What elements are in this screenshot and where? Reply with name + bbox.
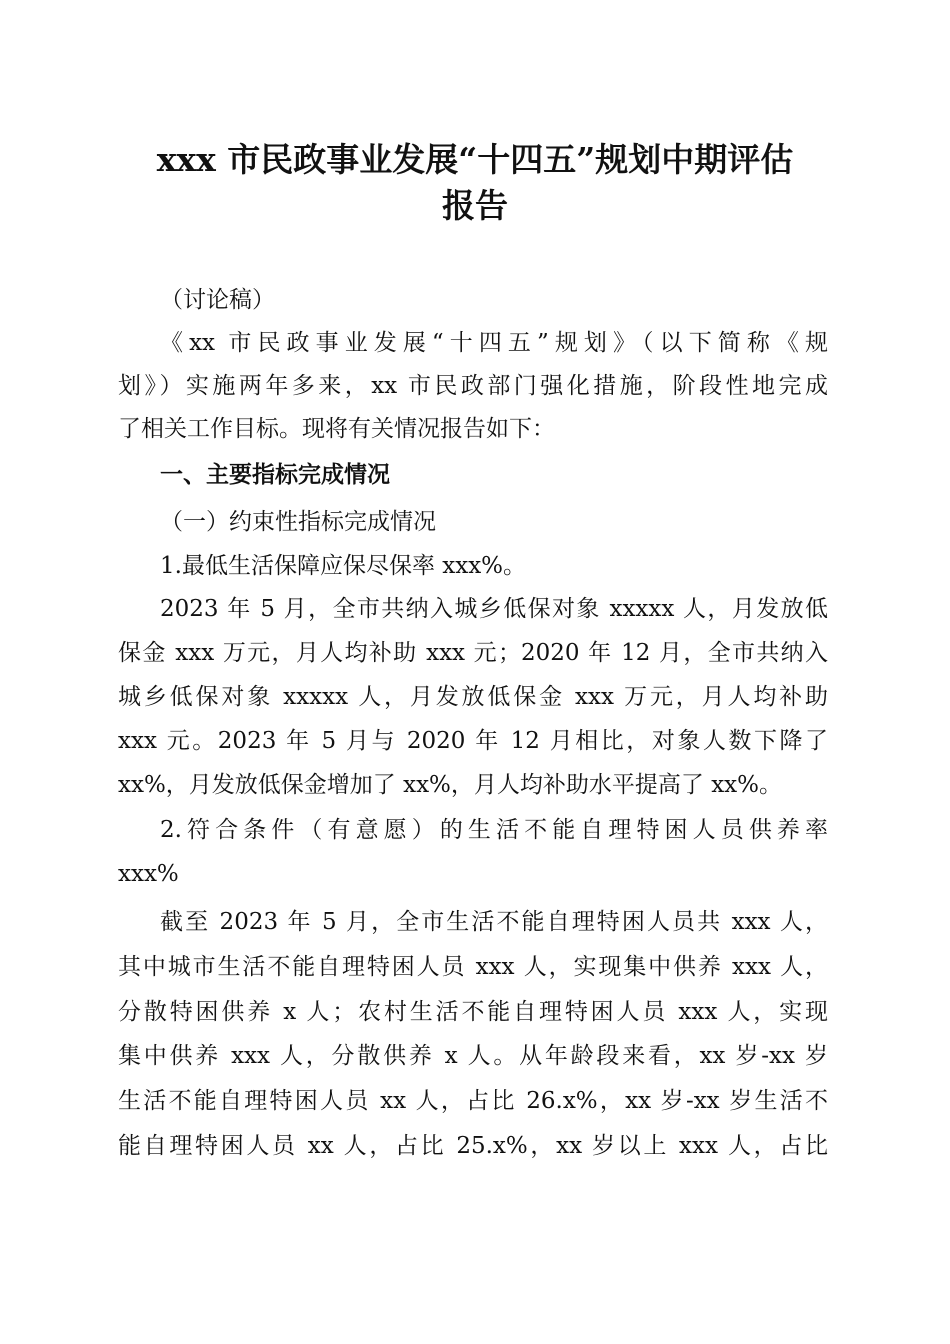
item-2-body-line-2: 其中城市生活不能自理特困人员 xxx 人，实现集中供养 xxx 人，	[118, 954, 828, 980]
section-1-heading: 一、主要指标完成情况	[160, 462, 390, 488]
intro-line-2: 划》）实施两年多来，xx 市民政部门强化措施，阶段性地完成	[118, 373, 828, 399]
item-2-body-line-1: 截至 2023 年 5 月，全市生活不能自理特困人员共 xxx 人，	[160, 909, 828, 935]
item-2-body-line-4: 集中供养 xxx 人，分散供养 x 人。从年龄段来看，xx 岁-xx 岁	[118, 1043, 828, 1069]
item-1-body-line-3: 城乡低保对象 xxxxx 人，月发放低保金 xxx 万元，月人均补助	[118, 684, 828, 710]
item-2-heading-line-2: xxx%	[118, 861, 179, 887]
document-title-line-2: 报告	[442, 186, 508, 225]
draft-note: （讨论稿）	[160, 287, 275, 313]
item-2-body-line-3: 分散特困供养 x 人；农村生活不能自理特困人员 xxx 人，实现	[118, 999, 828, 1025]
intro-line-1: 《xx 市民政事业发展“十四五”规划》（以下简称《规	[160, 330, 828, 356]
item-1-heading: 1.最低生活保障应保尽保率 xxx%。	[160, 553, 527, 579]
item-2-body-line-6: 能自理特困人员 xx 人，占比 25.x%，xx 岁以上 xxx 人，占比	[118, 1133, 828, 1159]
item-1-body-line-2: 保金 xxx 万元，月人均补助 xxx 元；2020 年 12 月，全市共纳入	[118, 640, 828, 666]
subsection-1-heading: （一）约束性指标完成情况	[160, 509, 436, 535]
intro-line-3: 了相关工作目标。现将有关情况报告如下：	[118, 416, 555, 442]
document-title-line-1: xxx 市民政事业发展“十四五”规划中期评估	[156, 140, 794, 179]
item-1-body-line-4: xxx 元。2023 年 5 月与 2020 年 12 月相比，对象人数下降了	[118, 728, 828, 754]
item-1-body-line-1: 2023 年 5 月，全市共纳入城乡低保对象 xxxxx 人，月发放低	[160, 596, 828, 622]
item-2-body-line-5: 生活不能自理特困人员 xx 人，占比 26.x%，xx 岁-xx 岁生活不	[118, 1088, 828, 1114]
item-2-heading-line-1: 2.符合条件（有意愿）的生活不能自理特困人员供养率	[160, 817, 828, 843]
item-1-body-line-5: xx%，月发放低保金增加了 xx%，月人均补助水平提高了 xx%。	[118, 772, 783, 798]
